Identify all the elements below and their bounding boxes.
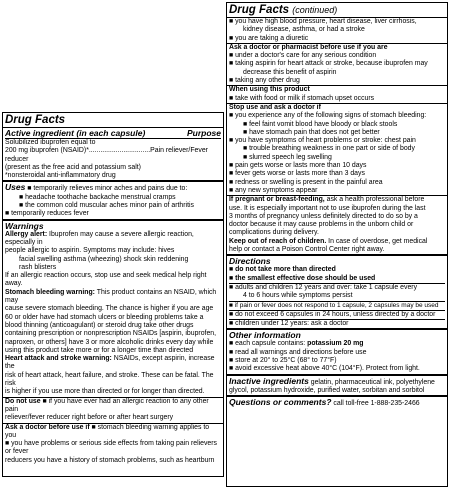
stop-use-section [227, 103, 447, 195]
stop-use-line: ■ you experience any of the following signs of stomach bleeding: [229, 112, 445, 120]
other-info-line: ■ store at 20° to 25°C (68° to 77°F) [229, 357, 445, 365]
stop-use-line: ■ redness or swelling is present in the painful area [229, 179, 445, 187]
pregnancy-section [227, 195, 447, 254]
ask-doctor-pharmacist-heading: Ask a doctor or pharmacist before use if you are [229, 43, 388, 51]
ask-doctor-line: reducers you have a history of stomach problems, such as heartburn [5, 456, 215, 464]
uses-section [3, 180, 223, 218]
stop-use-line: ■ pain gets worse or lasts more than 10 days [229, 162, 445, 170]
stomach-line: blood thinning (anticoagulant) or steroid drug take other drugs [5, 321, 194, 329]
pregnancy-line: 3 months of pregnancy unless definitely directed to do so by a [229, 212, 418, 220]
do-not-use-line: reliever/fever reducer right before or after heart surgery [5, 414, 174, 422]
do-not-use-label: Do not use [5, 397, 41, 405]
heart-line: risk of heart attack, heart failure, and stroke. These can be fatal. The risk [5, 371, 214, 388]
drug-facts-title: Drug Facts [229, 4, 290, 16]
stop-use-line: ■ have stomach pain that does not get better [229, 129, 445, 137]
active-ingredient-section [3, 128, 223, 180]
directions-section [227, 254, 447, 328]
uses-line: ■ the common cold muscular aches minor pain of arthritis [5, 202, 221, 210]
ask-doctor-line: ■ you have problems or serious side effects from taking pain relievers or fever [5, 440, 221, 457]
pregnancy-line: ask a health professional before [326, 196, 425, 204]
directions-heading: Directions [229, 256, 271, 267]
stomach-line: cause severe stomach bleeding. The chance is higher if you are age [5, 305, 214, 313]
uses-heading: Uses [5, 182, 26, 193]
drug-facts-continued-title [227, 3, 447, 18]
ask-doctor-label: Ask a doctor before use if [5, 423, 90, 431]
other-info-line: ■ avoid excessive heat above 40°C (104°F). Protect from light. [229, 365, 445, 373]
stop-use-line: ■ you have symptoms of heart problems or stroke: chest pain [229, 137, 445, 145]
heart-warning-label: Heart attack and stroke warning: [5, 355, 112, 363]
directions-line: ■ if pain or fever does not respond to 1 capsule, 2 capsules may be used [229, 301, 445, 310]
stomach-line: using this product take more or for a longer time than directed [5, 346, 194, 354]
directions-line: 4 to 6 hours while symptoms persist [243, 292, 353, 300]
continued-label: (continued) [292, 5, 338, 15]
pregnancy-line: doctor because it may cause problems in the unborn child or [229, 221, 414, 229]
ask-pharm-line: ■ taking aspirin for heart attack or stroke, because ibuprofen may [229, 60, 445, 68]
continued-ask-doctor [227, 18, 447, 43]
directions-line: ■ adults and children 12 years and over: take 1 capsule every [229, 283, 445, 292]
allergy-line: If an allergic reaction occurs, stop use and seek medical help right away. [5, 272, 207, 288]
warnings-section [3, 219, 223, 397]
ask-pharm-line: decrease this benefit of aspirin [243, 68, 337, 76]
heart-line: is higher if you use more than directed or for longer than directed. [5, 388, 205, 396]
directions-line: ■ children under 12 years: ask a doctor [229, 319, 445, 328]
purpose-heading: Purpose [186, 128, 221, 138]
other-information-heading: Other information [229, 330, 301, 341]
drug-facts-panel-right [226, 2, 448, 487]
active-line: (present as the free acid and potassium salt) [5, 163, 141, 171]
questions-section [227, 395, 447, 408]
other-information-section [227, 328, 447, 373]
allergy-line: facial swelling asthma (wheezing) shock skin reddening [19, 255, 189, 263]
drug-facts-title: Drug Facts [3, 113, 223, 128]
ask-doctor-pharmacist-section [227, 43, 447, 85]
ask-pharm-line: ■ taking any other drug [229, 77, 445, 85]
when-using-section [227, 85, 447, 103]
ask-doctor-line: ■ stomach bleeding warning applies to you [5, 424, 209, 439]
stomach-line: containing prescription or nonprescription NSAIDs [aspirin, ibuprofen, [5, 330, 217, 338]
keep-out-line: help or contact a Poison Control Center right away. [229, 246, 385, 254]
when-using-line: ■ take with food or milk if stomach upset occurs [229, 95, 445, 103]
warnings-heading: Warnings [5, 220, 44, 231]
inactive-line: gelatin, pharmaceutical ink, polyethylene [310, 378, 435, 386]
other-info-line: ■ read all warnings and directions before use [229, 349, 445, 357]
questions-heading: Questions or comments? [229, 397, 332, 408]
questions-phone: call toll-free 1-888-235-2466 [333, 400, 420, 408]
keep-out-label: Keep out of reach of children. [229, 237, 327, 245]
active-line: 200 mg ibuprofen (NSAID)*................................Pain reliever/Fever reducer [5, 147, 208, 163]
uses-line: ■ temporarily reduces fever [5, 210, 221, 218]
other-info-line: ■ each capsule contains: [229, 340, 305, 347]
stomach-line: naproxen, or others] have 3 or more alcoholic drinks every day while [5, 338, 214, 346]
allergy-line: Ibuprofen may cause a severe allergic reaction, especially in [5, 230, 194, 246]
active-line: Solubilized ibuprofen equal to [5, 139, 96, 146]
directions-line: ■ do not take more than directed [229, 266, 445, 274]
pregnancy-line: use. It is especially important not to use ibuprofen during the last [229, 204, 426, 212]
ask-doctor-line: ■ you have high blood pressure, heart disease, liver cirrhosis, [229, 18, 445, 26]
ask-doctor-section [3, 423, 223, 465]
directions-line: ■ do not exceed 6 capsules in 24 hours, unless directed by a doctor [229, 310, 445, 319]
stop-use-heading: Stop use and ask a doctor if [229, 103, 321, 111]
allergy-line: people allergic to aspirin. Symptoms may include: hives [5, 247, 175, 255]
ask-doctor-line: kidney disease, asthma, or had a stroke [243, 26, 365, 34]
uses-line: ■ headache toothache backache menstrual cramps [5, 194, 221, 202]
when-using-heading: When using this product [229, 86, 310, 94]
stomach-line: 60 or older have had stomach ulcers or bleeding problems take a [5, 313, 204, 321]
keep-out-line: In case of overdose, get medical [328, 237, 428, 245]
uses-line: ■ temporarily relieves minor aches and pains due to: [27, 185, 187, 192]
ask-doctor-line: ■ you are taking a diuretic [229, 35, 445, 43]
drug-facts-panel-left [2, 112, 224, 477]
stop-use-line: ■ feel faint vomit blood have bloody or black stools [229, 121, 445, 129]
inactive-ingredients-heading: Inactive ingredients [229, 375, 309, 386]
do-not-use-line: ■ if you have ever had an allergic reaction to any other pain [5, 398, 209, 413]
allergy-alert-label: Allergy alert: [5, 230, 48, 238]
inactive-line: glycol, potassium hydroxide, purified water, sorbitan and sorbitol [229, 386, 425, 394]
other-info-potassium: potassium 20 mg [307, 340, 364, 348]
pregnancy-label: If pregnant or breast-feeding, [229, 196, 325, 204]
ask-pharm-line: ■ under a doctor's care for any serious condition [229, 52, 445, 60]
active-line: *nonsteroidal anti-inflammatory drug [5, 172, 116, 180]
stop-use-line: ■ slurred speech leg swelling [229, 154, 445, 162]
stomach-line: This product contains an NSAID, which may [5, 288, 217, 305]
do-not-use-section [3, 397, 223, 423]
heart-line: NSAIDs, except aspirin, increase the [5, 355, 215, 371]
inactive-ingredients-section [227, 374, 447, 396]
allergy-line: rash blisters [19, 263, 57, 271]
stop-use-line: ■ any new symptoms appear [229, 187, 445, 195]
pregnancy-line: complications during delivery. [229, 229, 319, 237]
stomach-warning-label: Stomach bleeding warning: [5, 288, 95, 296]
stop-use-line: ■ fever gets worse or lasts more than 3 days [229, 170, 445, 178]
active-ingredient-heading: Active ingredient (in each capsule) [5, 128, 146, 138]
directions-line: ■ the smallest effective dose should be used [229, 275, 445, 283]
stop-use-line: ■ trouble breathing weakness in one part or side of body [229, 145, 445, 153]
